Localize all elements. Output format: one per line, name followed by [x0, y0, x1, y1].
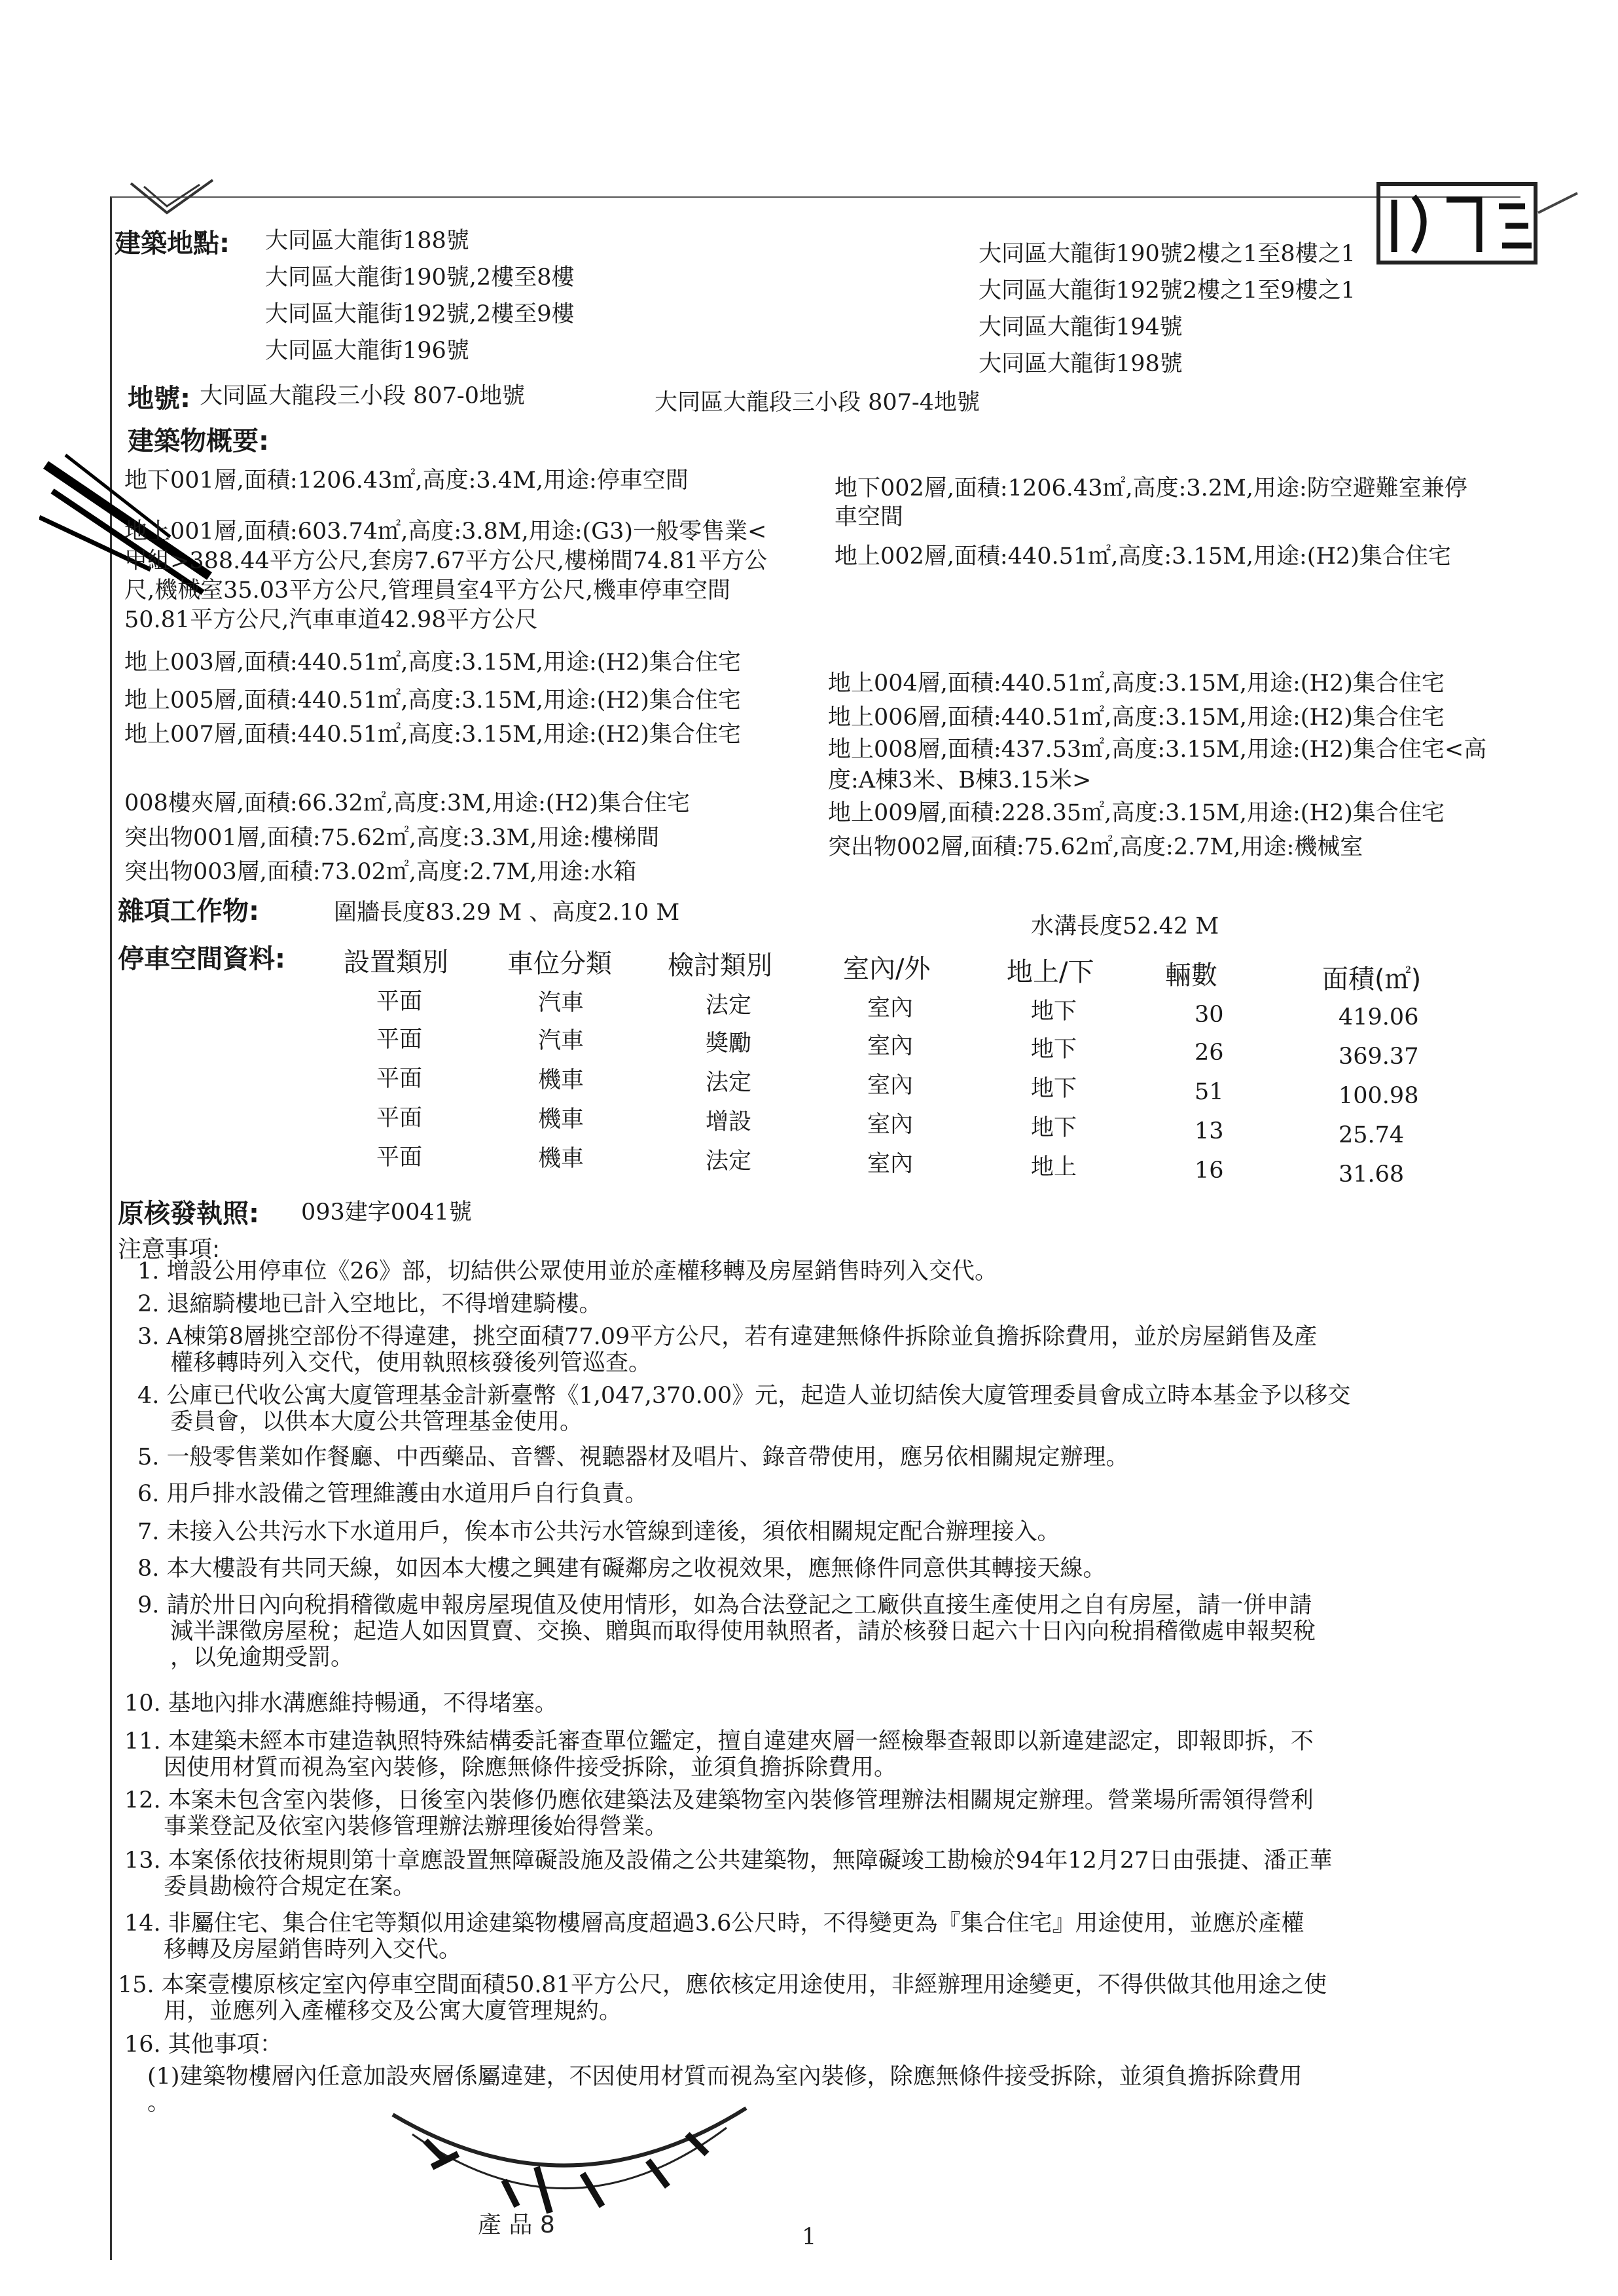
note-item [124, 1690, 558, 1717]
lot-number-1: 大同區大龍段三小段 807-0地號 [200, 383, 526, 409]
note-item [124, 1787, 1314, 1840]
parking-cell: 法定 [706, 993, 752, 1019]
note-line: 15. 本案壹樓原核定室內停車空間面積50.81平方公尺，應依核定用途使用，非經辦理用途變更，不得供做其他用途之使 [118, 1972, 1327, 1998]
parking-cell: 法定 [706, 1070, 752, 1096]
note-item [124, 1848, 1332, 1900]
parking-cell: 機車 [538, 1067, 584, 1093]
note-item [137, 1291, 602, 1317]
parking-cell: 13 [1195, 1118, 1224, 1144]
note-line: 權移轉時列入交代，使用執照核發後列管巡查。 [170, 1350, 652, 1376]
note-line: 10. 基地內排水溝應維持暢通，不得堵塞。 [124, 1690, 558, 1717]
note-item [147, 2064, 1303, 2116]
note-item [137, 1324, 1317, 1376]
location-right-line: 大同區大龍街192號2樓之1至9樓之1 [979, 278, 1356, 304]
building-left-line: 地上005層,面積:440.51㎡,高度:3.15M,用途:(H2)集合住宅 [124, 687, 741, 714]
note-line: 11. 本建築未經本市建造執照特殊結構委託審查單位鑑定，擅自違建夾層一經檢舉查報即以新違建認定，即報即拆，不 [124, 1728, 1314, 1755]
building-right-line: 地上002層,面積:440.51㎡,高度:3.15M,用途:(H2)集合住宅 [835, 543, 1451, 570]
parking-cell: 30 [1195, 1002, 1224, 1028]
parking-cell: 地上 [1031, 1154, 1077, 1180]
parking-cell: 平面 [376, 1066, 423, 1092]
note-line: 事業登記及依室內裝修管理辦法辦理後始得營業。 [164, 1813, 668, 1840]
parking-cell: 地下 [1031, 1036, 1077, 1063]
building-left-line: 地下001層,面積:1206.43㎡,高度:3.4M,用途:停車空間 [124, 467, 689, 494]
parking-cell: 室內 [867, 1033, 914, 1059]
note-line: 4. 公庫已代收公寓大廈管理基金計新臺幣《1,047,370.00》元，起造人並切結俟大廈管理委員會成立時本基金予以移交 [137, 1383, 1351, 1409]
parking-cell: 地下 [1031, 998, 1077, 1025]
note-item [137, 1519, 1060, 1545]
note-line: 13. 本案係依技術規則第十章應設置無障礙設施及設備之公共建築物，無障礙竣工勘檢於94年12月27日由張捷、潘正華 [124, 1848, 1333, 1874]
building-left-line: 突出物001層,面積:75.62㎡,高度:3.3M,用途:樓梯間 [124, 825, 660, 851]
building-right-line: 地下002層,面積:1206.43㎡,高度:3.2M,用途:防空避難室兼停 [835, 475, 1467, 501]
parking-cell: 31.68 [1339, 1161, 1405, 1188]
parking-cell: 增設 [706, 1109, 752, 1135]
original-license-value: 093建字0041號 [301, 1199, 472, 1226]
building-summary-label: 建築物概要: [128, 426, 269, 456]
building-right-line: 車空間 [835, 504, 904, 530]
location-left-line: 大同區大龍街190號,2樓至8樓 [265, 264, 575, 291]
lot-label: 地號: [128, 384, 190, 414]
parking-cell: 室內 [867, 1112, 914, 1138]
parking-cell: 室內 [867, 995, 914, 1021]
note-line: 5. 一般零售業如作餐廳、中西藥品、音響、視聽器材及唱片、錄音帶使用，應另依相關規定辦理。 [137, 1444, 1129, 1470]
location-left-line: 大同區大龍街192號,2樓至9樓 [265, 301, 575, 327]
page-number: 1 [802, 2224, 817, 2250]
building-left-line: 甲組>388.44平方公尺,套房7.67平方公尺,樓梯間74.81平方公 [124, 548, 768, 574]
note-item [137, 1444, 1129, 1470]
parking-cell: 機車 [538, 1106, 584, 1133]
parking-header: 地上/下 [1007, 957, 1094, 987]
seal-stamp-bottom [386, 2102, 753, 2252]
note-line: 。 [147, 2090, 171, 2116]
parking-header: 檢討類別 [668, 951, 772, 981]
note-line: 6. 用戶排水設備之管理維護由水道用戶自行負責。 [137, 1481, 648, 1507]
parking-header: 設置類別 [344, 947, 448, 977]
building-left-line: 地上003層,面積:440.51㎡,高度:3.15M,用途:(H2)集合住宅 [124, 649, 741, 676]
misc-works-label: 雜項工作物: [118, 896, 259, 926]
ditch-length: 水溝長度52.42 M [1031, 913, 1219, 939]
parking-header: 室內/外 [843, 954, 931, 984]
note-item [124, 1728, 1314, 1781]
building-right-line: 地上006層,面積:440.51㎡,高度:3.15M,用途:(H2)集合住宅 [828, 704, 1445, 731]
building-left-line: 地上001層,面積:603.74㎡,高度:3.8M,用途:(G3)一般零售業< [124, 519, 767, 545]
note-item [137, 1481, 648, 1507]
building-left-line: 地上007層,面積:440.51㎡,高度:3.15M,用途:(H2)集合住宅 [124, 721, 741, 748]
wall-length: 圍牆長度83.29 M 、高度2.10 M [334, 900, 680, 926]
building-right-line: 度:A棟3米、B棟3.15米> [828, 767, 1092, 793]
location-label: 建築地點: [115, 228, 230, 259]
note-line: 減半課徵房屋稅；起造人如因買賣、交換、贈與而取得使用執照者，請於核發日起六十日內向稅捐稽徵處申報契稅 [170, 1618, 1316, 1645]
building-right-line: 地上008層,面積:437.53㎡,高度:3.15M,用途:(H2)集合住宅<高 [828, 737, 1487, 763]
corner-mark-icon [128, 177, 219, 216]
parking-cell: 機車 [538, 1146, 584, 1172]
notes-label: 注意事項: [118, 1236, 221, 1263]
parking-cell: 地下 [1031, 1115, 1077, 1141]
parking-label: 停車空間資料: [118, 944, 285, 974]
note-line: 用，並應列入產權移交及公寓大廈管理規約。 [164, 1998, 622, 2024]
svg-text:產 品 8: 產 品 8 [478, 2212, 555, 2238]
note-item [124, 2032, 283, 2058]
location-left-line: 大同區大龍街196號 [265, 338, 469, 364]
note-line: 1. 增設公用停車位《26》部，切結供公眾使用並於產權移轉及房屋銷售時列入交代。 [137, 1258, 998, 1285]
parking-cell: 平面 [376, 1105, 423, 1131]
note-line: ，以免逾期受罰。 [170, 1645, 354, 1671]
parking-cell: 法定 [706, 1148, 752, 1175]
building-left-line: 008樓夾層,面積:66.32㎡,高度:3M,用途:(H2)集合住宅 [124, 790, 690, 816]
parking-cell: 平面 [376, 989, 423, 1015]
parking-cell: 地下 [1031, 1076, 1077, 1102]
note-line: 16. 其他事項： [124, 2032, 283, 2058]
note-line: 因使用材質而視為室內裝修，除應無條件接受拆除，並須負擔拆除費用。 [164, 1755, 897, 1781]
location-right-line: 大同區大龍街198號 [979, 351, 1183, 377]
note-item [137, 1556, 1106, 1582]
parking-cell: 室內 [867, 1151, 914, 1177]
note-line: 9. 請於卅日內向稅捐稽徵處申報房屋現值及使用情形，如為合法登記之工廠供直接生產使用之自有房屋，請一併申請 [137, 1592, 1312, 1618]
parking-header: 車位分類 [507, 949, 612, 979]
building-right-line: 地上004層,面積:440.51㎡,高度:3.15M,用途:(H2)集合住宅 [828, 670, 1445, 697]
note-line: 移轉及房屋銷售時列入交代。 [164, 1937, 462, 1963]
parking-cell: 100.98 [1339, 1083, 1419, 1109]
parking-cell: 室內 [867, 1072, 914, 1099]
parking-cell: 25.74 [1339, 1122, 1405, 1148]
parking-cell: 369.37 [1339, 1044, 1419, 1070]
note-line: 委員勘檢符合規定在案。 [164, 1874, 416, 1900]
parking-cell: 平面 [376, 1144, 423, 1171]
note-line: (1)建築物樓層內任意加設夾層係屬違建，不因使用材質而視為室內裝修，除應無條件接受拆除，並須負擔拆除費用 [147, 2064, 1303, 2090]
note-line: 8. 本大樓設有共同天線，如因本大樓之興建有礙鄰房之收視效果，應無條件同意供其轉接天線。 [137, 1556, 1106, 1582]
note-line: 2. 退縮騎樓地已計入空地比，不得增建騎樓。 [137, 1291, 602, 1317]
note-item [137, 1383, 1350, 1435]
parking-cell: 獎勵 [706, 1030, 752, 1057]
parking-cell: 汽車 [538, 1028, 584, 1054]
parking-header: 輛數 [1165, 960, 1217, 991]
note-item [137, 1258, 998, 1285]
lot-number-2: 大同區大龍段三小段 807-4地號 [655, 390, 980, 416]
parking-header: 面積(㎡) [1322, 964, 1422, 994]
building-right-line: 地上009層,面積:228.35㎡,高度:3.15M,用途:(H2)集合住宅 [828, 800, 1445, 826]
note-line: 7. 未接入公共污水下水道用戶，俟本市公共污水管線到達後，須依相關規定配合辦理接入。 [137, 1519, 1060, 1545]
building-left-line: 50.81平方公尺,汽車車道42.98平方公尺 [124, 607, 538, 633]
parking-cell: 26 [1195, 1040, 1224, 1066]
building-left-line: 突出物003層,面積:73.02㎡,高度:2.7M,用途:水箱 [124, 859, 637, 885]
location-left-line: 大同區大龍街188號 [265, 228, 469, 254]
location-right-line: 大同區大龍街194號 [979, 314, 1183, 340]
note-item [137, 1592, 1316, 1671]
building-right-line: 突出物002層,面積:75.62㎡,高度:2.7M,用途:機械室 [828, 834, 1363, 860]
parking-cell: 419.06 [1339, 1004, 1419, 1030]
parking-cell: 汽車 [538, 990, 584, 1016]
parking-cell: 16 [1195, 1157, 1224, 1184]
note-item [118, 1972, 1327, 2024]
note-line: 14. 非屬住宅、集合住宅等類似用途建築物樓層高度超過3.6公尺時，不得變更為『集合住宅』用途使用，並應於產權 [124, 1910, 1304, 1937]
location-right-line: 大同區大龍街190號2樓之1至8樓之1 [979, 241, 1356, 267]
note-item [124, 1910, 1304, 1963]
original-license-label: 原核發執照: [118, 1199, 259, 1229]
note-line: 3. A棟第8層挑空部份不得違建，挑空面積77.09平方公尺，若有違建無條件拆除並負擔拆除費用，並於房屋銷售及產 [137, 1324, 1318, 1350]
building-left-line: 尺,機械室35.03平方公尺,管理員室4平方公尺,機車停車空間 [124, 577, 730, 604]
stamp-top-right [1375, 180, 1584, 272]
parking-cell: 平面 [376, 1027, 423, 1053]
note-line: 委員會，以供本大廈公共管理基金使用。 [170, 1409, 583, 1435]
parking-cell: 51 [1195, 1079, 1224, 1105]
note-line: 12. 本案未包含室內裝修，日後室內裝修仍應依建築法及建築物室內裝修管理辦法相關規定辦理。營業場所需領得營利 [124, 1787, 1314, 1813]
